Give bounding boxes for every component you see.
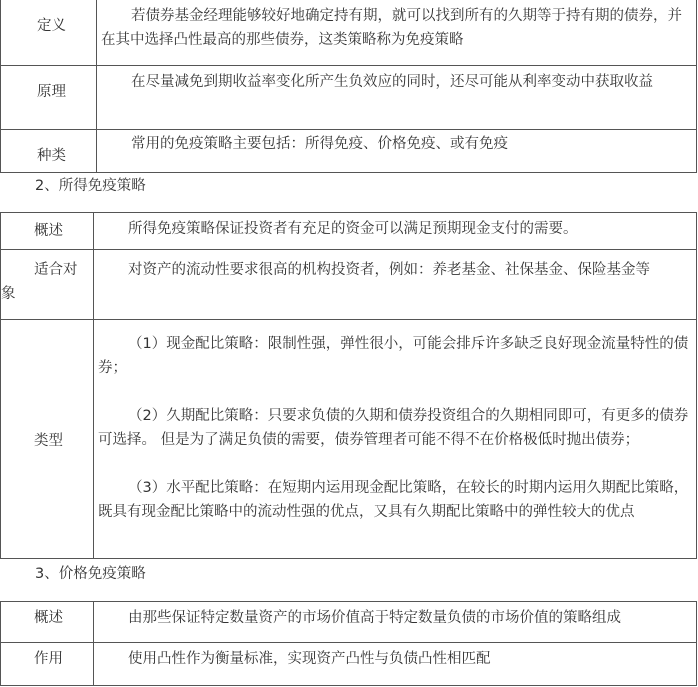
row-label: 类型 (1, 320, 94, 558)
income-immunization-table (0, 212, 697, 559)
strategy-type-item: （1）现金配比策略：限制性强，弹性很小，可能会排斥许多缺乏良好现金流量特性的债券； (98, 336, 689, 376)
row-content: 由那些保证特定数量资产的市场价值高于特定数量负债的市场价值的策略组成 (128, 610, 621, 626)
table-row (1, 213, 696, 250)
strategy-type-item: （2）久期配比策略：只要求负债的久期和债券投资组合的久期相同即可，有更多的债券可选择。 但是为了满足负债的需要，债券管理者可能不得不在价格极低时抛出债券； (98, 408, 689, 448)
row-label-line: 象 (1, 286, 16, 302)
row-content: 使用凸性作为衡量标准，实现资产凸性与负债凸性相匹配 (128, 651, 491, 667)
row-label: 概述 (1, 602, 94, 642)
section-heading-price-immunization: 3、价格免疫策略 (35, 566, 146, 582)
row-content: 若债券基金经理能够较好地确定持有期，就可以找到所有的久期等于持有期的债券，并在其中选择凸性最高的那些债券，这类策略称为免疫策略 (101, 8, 682, 48)
row-label (1, 250, 94, 319)
section-heading-income-immunization: 2、所得免疫策略 (35, 178, 146, 194)
table-row (1, 320, 696, 558)
row-content (94, 320, 696, 558)
table-row (1, 130, 696, 172)
table-row (1, 66, 696, 130)
price-immunization-table (0, 601, 697, 686)
row-label: 定义 (1, 0, 97, 65)
row-label: 种类 (1, 130, 97, 172)
table-row (1, 602, 696, 643)
row-content: 所得免疫策略保证投资者有充足的资金可以满足预期现金支付的需要。 (128, 221, 578, 237)
row-label: 原理 (1, 66, 97, 129)
row-content: 常用的免疫策略主要包括：所得免疫、价格免疫、或有免疫 (131, 136, 508, 152)
strategy-definition-table (0, 0, 697, 173)
table-row (1, 643, 696, 685)
row-content: 对资产的流动性要求很高的机构投资者，例如：养老基金、社保基金、保险基金等 (128, 262, 650, 278)
row-label: 作用 (1, 643, 94, 685)
table-row (1, 250, 696, 320)
strategy-type-item: （3）水平配比策略：在短期内运用现金配比策略，在较长的时期内运用久期配比策略，既具有现金配比策略中的流动性强的优点，又具有久期配比策略中的弹性较大的优点 (98, 480, 689, 520)
row-content: 在尽量减免到期收益率变化所产生负效应的同时，还尽可能从利率变动中获取收益 (131, 74, 653, 90)
row-label: 概述 (1, 213, 94, 249)
table-row (1, 0, 696, 66)
row-label-line: 适合对 (34, 262, 78, 278)
